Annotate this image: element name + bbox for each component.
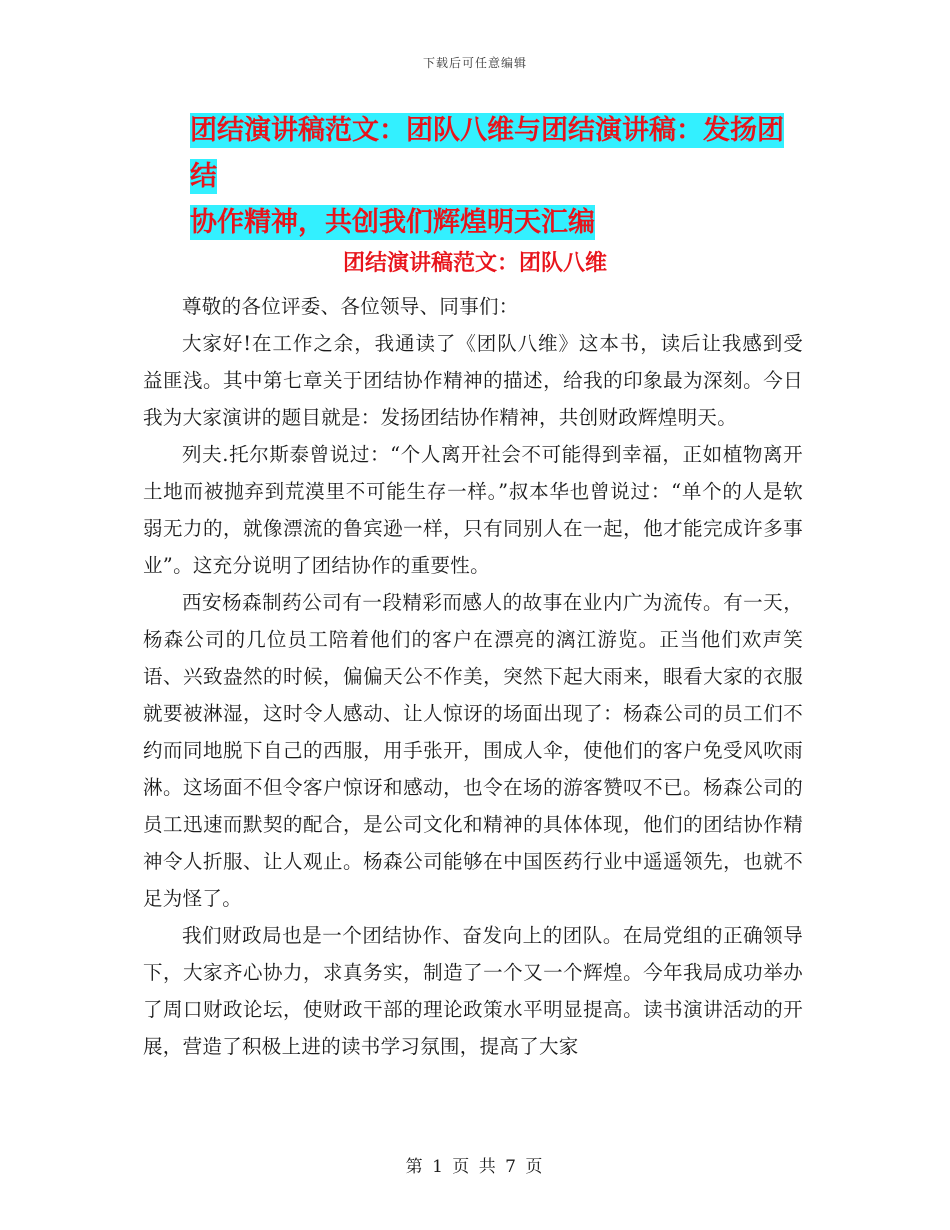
title-highlight-2: 协作精神，共创我们辉煌明天汇编 — [190, 207, 595, 238]
document-title-line-2 — [190, 200, 810, 246]
document-title — [190, 108, 810, 246]
document-body — [143, 288, 803, 1065]
page-number-footer: 第 1 页 共 7 页 — [405, 1157, 545, 1177]
document-title-line-1 — [190, 108, 810, 200]
title-highlight-1: 团结演讲稿范文：团队八维与团结演讲稿：发扬团结 — [190, 115, 784, 192]
body-paragraph: 西安杨森制药公司有一段精彩而感人的故事在业内广为流传。有一天，杨森公司的几位员工陪着他们的客户在漂亮的漓江游览。正当他们欢声笑语、兴致盎然的时候，偏偏天公不作美，突然下起大雨来，眼看大家的衣服就要被淋湿，这时令人感动、让人惊讶的场面出现了：杨森公司的员工们不约而同地脱下自己的西服，用手张开，围成人伞，使他们的客户免受风吹雨淋。这场面不但令客户惊讶和感动，也令在场的游客赞叹不已。杨森公司的员工迅速而默契的配合，是公司文化和精神的具体体现，他们的团结协作精神令人折服、让人观止。杨森公司能够在中国医药行业中遥遥领先，也就不足为怪了。 — [143, 591, 803, 910]
body-paragraph: 列夫.托尔斯泰曾说过：“个人离开社会不可能得到幸福，正如植物离开土地而被抛弃到荒漠里不可能生存一样。”叔本华也曾说过：“单个的人是软弱无力的，就像漂流的鲁宾逊一样，只有同别人在一起，他才能完成许多事业”。这充分说明了团结协作的重要性。 — [143, 443, 803, 577]
salutation-paragraph: 尊敬的各位评委、各位领导、同事们： — [182, 295, 519, 318]
body-paragraph: 我们财政局也是一个团结协作、奋发向上的团队。在局党组的正确领导下，大家齐心协力，求真务实，制造了一个又一个辉煌。今年我局成功举办了周口财政论坛，使财政干部的理论政策水平明显提高。读书演讲活动的开展，营造了积极上进的读书学习氛围，提高了大家 — [143, 924, 803, 1058]
page-header-note: 下载后可任意编辑 — [422, 56, 527, 70]
section-title: 团结演讲稿范文：团队八维 — [342, 251, 607, 276]
body-paragraph: 大家好!在工作之余，我通读了《团队八维》这本书，读后让我感到受益匪浅。其中第七章关于团结协作精神的描述，给我的印象最为深刻。今日我为大家演讲的题目就是：发扬团结协作精神，共创财政辉煌明天。 — [143, 332, 803, 429]
